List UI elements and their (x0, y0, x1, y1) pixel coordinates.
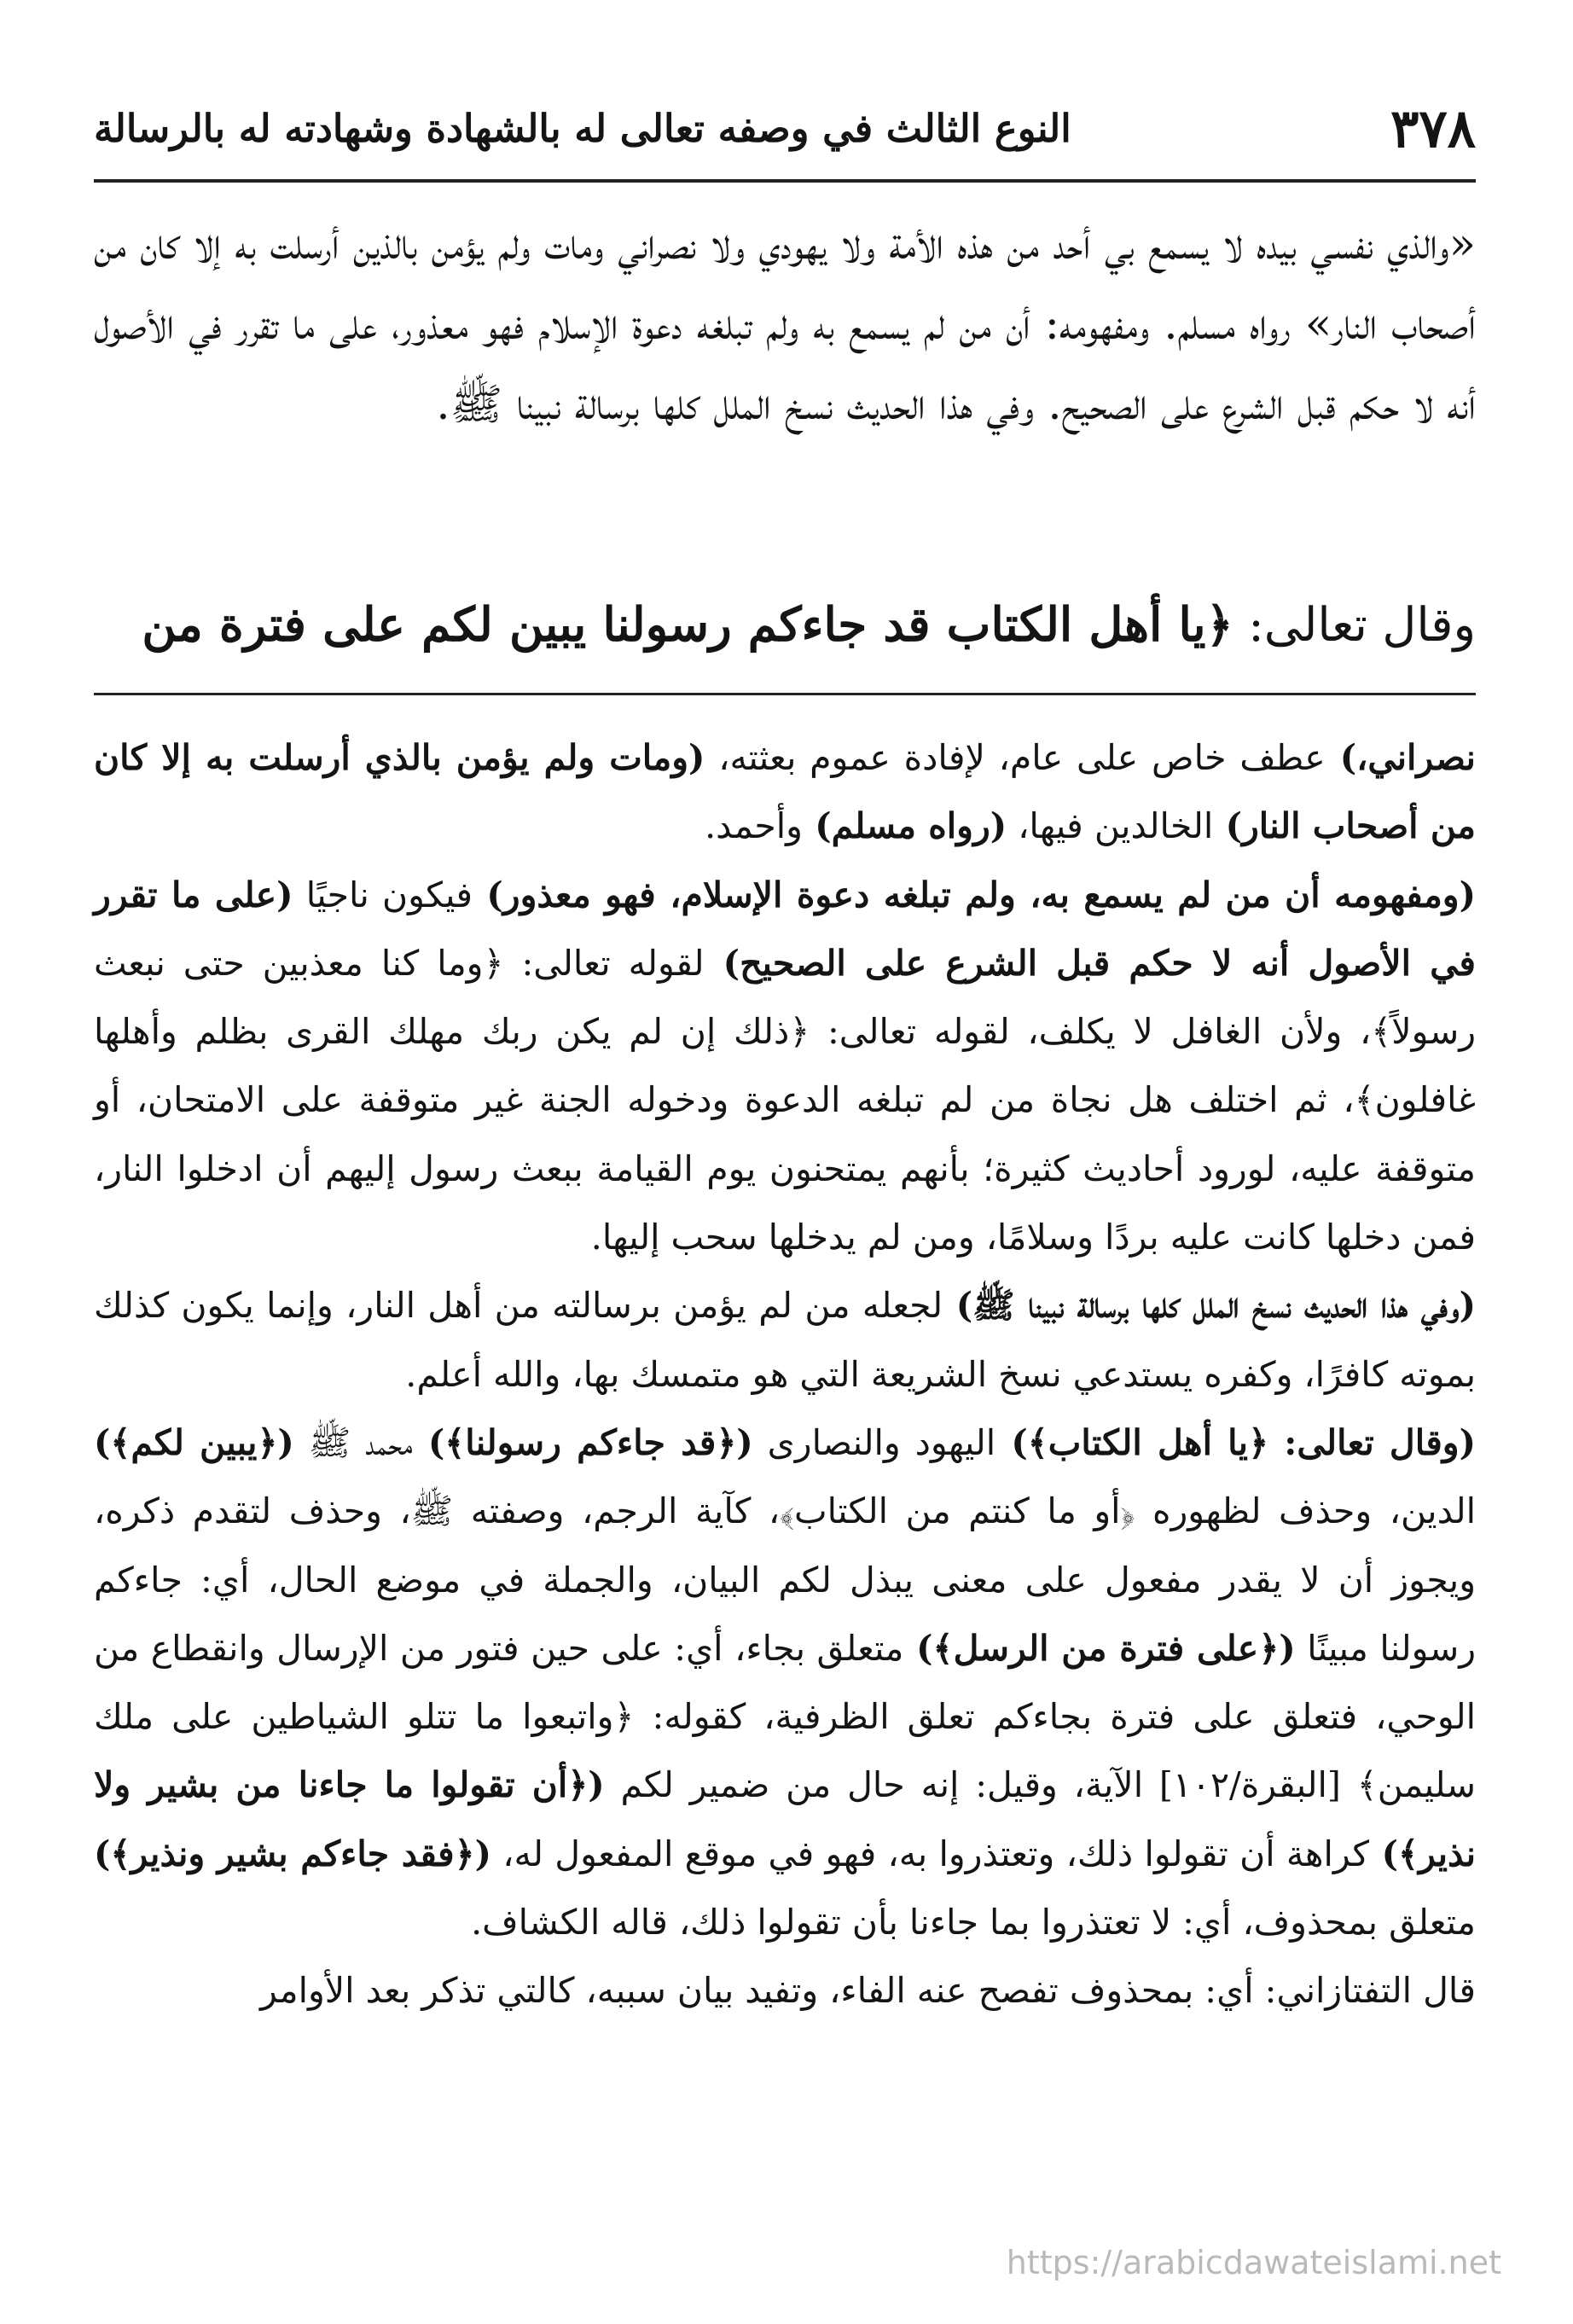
commentary-text: كراهة أن تقولوا ذلك، وتعتذروا به، فهو في موقع المفعول له، (490, 1833, 1370, 1874)
watermark: https://arabicdawateislami.net (1006, 2244, 1501, 2281)
commentary-text: وأحمد. (705, 805, 803, 847)
commentary-quote: (﴿أن تقولوا ما جاءنا من بشير ولا نذير﴾) (94, 1764, 1476, 1874)
page-number: ٣٧٨ (1390, 96, 1476, 160)
commentary-text: الدين، وحذف لظهوره ﴿أو ما كنتم من الكتاب﴾، كآية الرجم، وصفته ﷺ، وحذف لتقدم ذكره، ويجوز أن لا يقدر مفعول على معنى يبذل لكم البيان، والجملة في موضع الحال، أي: جاءكم رسولنا مبينًا (94, 1490, 1477, 1669)
commentary-text: لجعله من لم يؤمن برسالته من أهل النار، وإنما يكون كذلك بموته كافرًا، وكفره يستدعي نسخ الشريعة التي هو متمسك بها، والله أعلم. (94, 1285, 1476, 1395)
commentary-quote: (رواه مسلم) (802, 805, 1007, 847)
footnote-divider (94, 693, 1476, 695)
commentary-paragraph (94, 1409, 1476, 1956)
commentary-quote: (على ما تقرر في الأصول أنه لا حكم قبل الشرع على الصحيح) (94, 874, 1477, 984)
commentary-text: اليهود والنصارى (752, 1421, 996, 1463)
commentary-text: متعلق بمحذوف، أي: لا تعتذروا بما جاءنا بأن تقولوا ذلك، قاله الكشاف. (471, 1902, 1476, 1943)
commentary-text: لقوله تعالى: ﴿وما كنا معذبين حتى نبعث رسولاً﴾، ولأن الغافل لا يكلف، لقوله تعالى: ﴿ذلك إن لم يكن ربك مهلك القرى بظلم وأهلها غافلون﴾، ثم اختلف هل نجاة من لم تبلغه الدعوة ودخوله الجنة غير متوقفة على الامتحان، أو متوقفة عليه، لورود أحاديث كثيرة؛ بأنهم يمتحنون يوم القيامة ببعث رسول إليهم أن ادخلوا النار، فمن دخلها كانت عليه بردًا وسلامًا، ومن لم يدخلها سحب إليها. (94, 942, 1476, 1258)
commentary-quote: (وقال تعالى: ﴿يا أهل الكتاب﴾) (995, 1421, 1477, 1463)
commentary-paragraph (94, 1271, 1476, 1409)
page-header (94, 94, 1476, 162)
commentary-paragraph (94, 861, 1476, 1272)
commentary-quote: (﴿يبين لكم﴾) (94, 1421, 294, 1463)
commentary-paragraph (94, 1956, 1476, 2025)
commentary-text: متعلق بجاء، أي: على حين فتور من الإرسال وانقطاع من الوحي، فتعلق على فترة بجاءكم تعلق الظرفية، كقوله: ﴿واتبعوا ما تتلو الشياطين على ملك سليمن﴾ [البقرة/١٠٢] الآية، وقيل: إنه حال من ضمير لكم (94, 1627, 1476, 1806)
main-text: «والذي نفسي بيده لا يسمع بي أحد من هذه الأمة ولا يهودي ولا نصراني ومات ولم يؤمن بالذين أرسلت به إلا كان من أصحاب النار» رواه مسلم. ومفهومه: أن من لم يسمع به ولم تبلغه دعوة الإسلام فهو معذور، على ما تقرر في الأصول أنه لا حكم قبل الشرع على الصحيح. وفي هذا الحديث نسخ الملل كلها برسالة نبينا ﷺ. (94, 219, 1476, 430)
verse-intro-lead: وقال تعالى: (1233, 597, 1476, 652)
verse-intro (94, 582, 1476, 667)
commentary-quote: (﴿قد جاءكم رسولنا﴾) (412, 1421, 753, 1463)
commentary-quote: (﴿على فترة من الرسل﴾) (903, 1627, 1296, 1669)
commentary-paragraph (94, 723, 1476, 861)
commentary-quote: (ومفهومه أن من لم يسمع به، ولم تبلغه دعوة الإسلام، فهو معذور) (472, 874, 1476, 915)
commentary-quote: (وفي هذا الحديث نسخ الملل كلها برسالة نبينا ﷺ) (943, 1285, 1476, 1327)
running-title: النوع الثالث في وصفه تعالى له بالشهادة وشهادته له بالرسالة (94, 105, 1071, 151)
book-page (94, 0, 1476, 2324)
commentary-quote: نصراني،) (1325, 737, 1476, 778)
commentary-text: قال التفتازاني: أي: بمحذوف تفصح عنه الفاء، وتفيد بيان سببه، كالتي تذكر بعد الأوامر (260, 1970, 1476, 2012)
commentary-text: الخالدين فيها، (1007, 805, 1214, 847)
commentary-text: فيكون ناجيًا (293, 874, 473, 915)
commentary-quote: (ومات ولم يؤمن بالذي أرسلت به إلا كان من أصحاب النار) (94, 737, 1476, 847)
commentary-text: عطف خاص على عام، لإفادة عموم بعثته، (705, 737, 1326, 778)
header-divider (94, 179, 1476, 183)
verse-intro-verse: ﴿يا أهل الكتاب قد جاءكم رسولنا يبين لكم على فترة من (142, 596, 1233, 652)
commentary-section (94, 723, 1476, 2025)
commentary-text: محمد ﷺ (293, 1421, 413, 1463)
commentary-quote: (﴿فقد جاءكم بشير ونذير﴾) (94, 1833, 491, 1874)
